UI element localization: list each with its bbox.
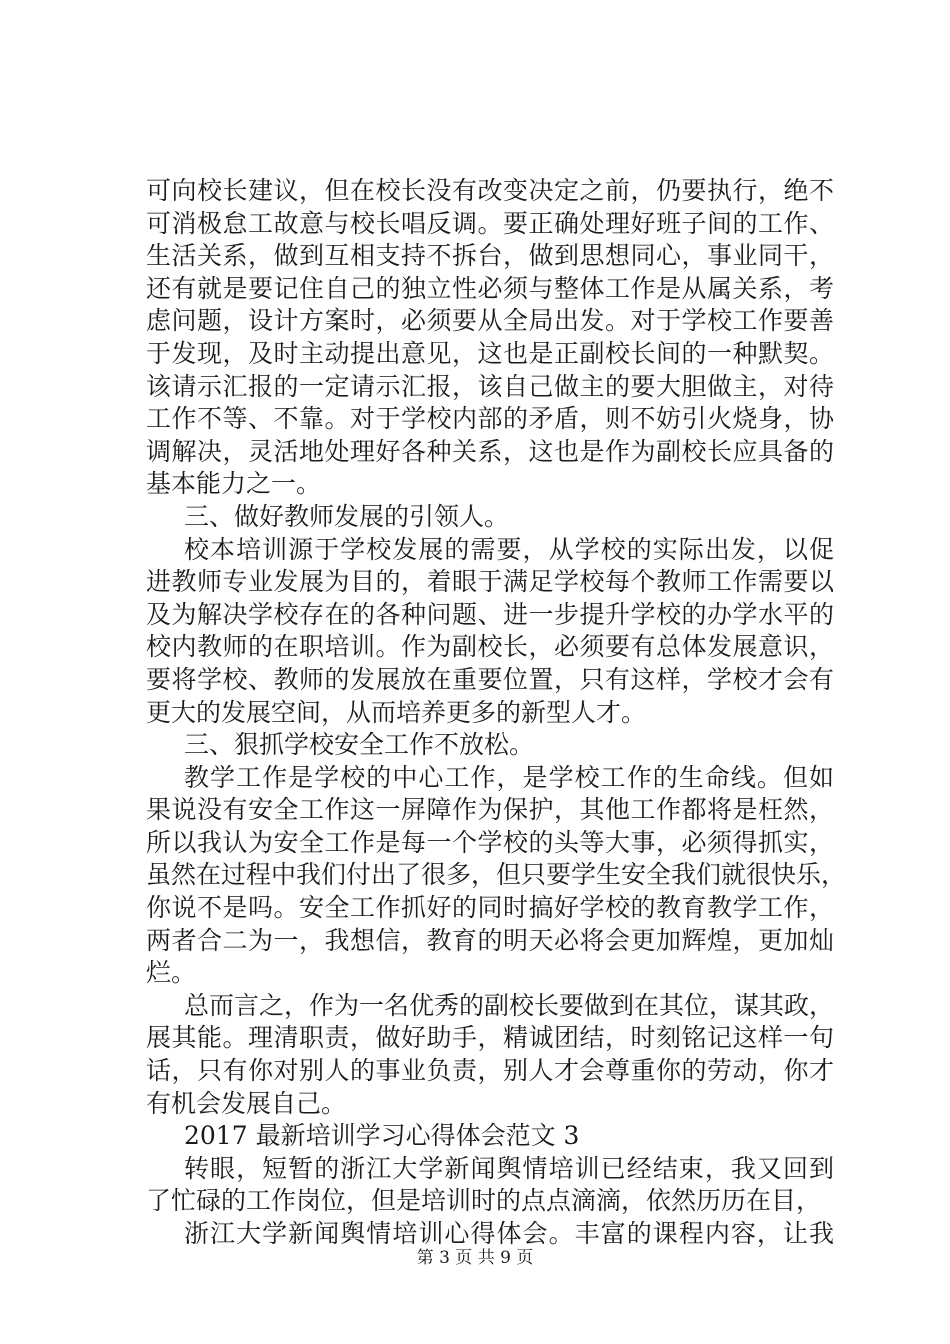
text-line: 两者合二为一，我想信，教育的明天必将会更加辉煌，更加灿	[146, 925, 834, 955]
text-line: 可向校长建议，但在校长没有改变决定之前，仍要执行，绝不	[146, 176, 834, 205]
text-line: 及为解决学校存在的各种问题、进一步提升学校的办学水平的	[146, 599, 834, 629]
text-line: 烂。	[146, 958, 197, 988]
text-line: 还有就是要记住自己的独立性必须与整体工作是从属关系，考	[146, 273, 834, 303]
text-line: 话，只有你对别人的事业负责，别人才会尊重你的劳动，你才	[146, 1056, 834, 1086]
text-line: 进教师专业发展为目的，着眼于满足学校每个教师工作需要以	[146, 567, 834, 597]
text-line: 该请示汇报的一定请示汇报，该自己做主的要大胆做主，对待	[146, 371, 834, 401]
page-footer: 第 3 页 共 9 页	[416, 1248, 534, 1268]
text-line: 虽然在过程中我们付出了很多，但只要学生安全我们就很快乐，	[146, 860, 847, 890]
text-line: 了忙碌的工作岗位，但是培训时的点点滴滴，依然历历在目，	[146, 1186, 822, 1216]
text-line: 转眼，短暂的浙江大学新闻舆情培训已经结束，我又回到	[184, 1153, 834, 1183]
text-line: 校本培训源于学校发展的需要，从学校的实际出发，以促	[184, 534, 834, 564]
text-line: 可消极怠工故意与校长唱反调。要正确处理好班子间的工作、	[146, 208, 834, 238]
text-line: 校内教师的在职培训。作为副校长，必须要有总体发展意识，	[146, 632, 834, 662]
text-line: 虑问题，设计方案时，必须要从全局出发。对于学校工作要善	[146, 306, 834, 336]
document-body	[146, 175, 847, 1251]
text-line: 果说没有安全工作这一屏障作为保护，其他工作都将是枉然，	[146, 795, 834, 825]
text-line: 所以我认为安全工作是每一个学校的头等大事，必须得抓实，	[146, 827, 834, 857]
text-line: 生活关系，做到互相支持不拆台，做到思想同心，事业同干，	[146, 241, 834, 271]
text-line: 基本能力之一。	[146, 469, 322, 499]
text-line: 浙江大学新闻舆情培训心得体会。丰富的课程内容，让我	[184, 1219, 834, 1248]
text-line: 三、狠抓学校安全工作不放松。	[184, 730, 535, 760]
text-line: 要将学校、教师的发展放在重要位置，只有这样，学校才会有	[146, 664, 834, 694]
text-line: 更大的发展空间，从而培养更多的新型人才。	[146, 697, 647, 727]
text-line: 于发现，及时主动提出意见，这也是正副校长间的一种默契。	[146, 338, 834, 368]
text-line: 教学工作是学校的中心工作，是学校工作的生命线。但如	[184, 762, 834, 792]
text-line: 总而言之，作为一名优秀的副校长要做到在其位，谋其政，	[184, 990, 835, 1020]
text-line: 有机会发展自己。	[146, 1088, 347, 1118]
text-line: 工作不等、不靠。对于学校内部的矛盾，则不妨引火烧身，协	[146, 404, 834, 434]
text-line: 你说不是吗。安全工作抓好的同时搞好学校的教育教学工作，	[146, 893, 834, 923]
text-line: 展其能。理清职责，做好助手，精诚团结，时刻铭记这样一句	[146, 1023, 834, 1053]
text-line: 调解决，灵活地处理好各种关系，这也是作为副校长应具备的	[146, 436, 834, 466]
text-line: 2017 最新培训学习心得体会范文 3	[184, 1121, 580, 1151]
text-line: 三、做好教师发展的引领人。	[184, 501, 510, 531]
